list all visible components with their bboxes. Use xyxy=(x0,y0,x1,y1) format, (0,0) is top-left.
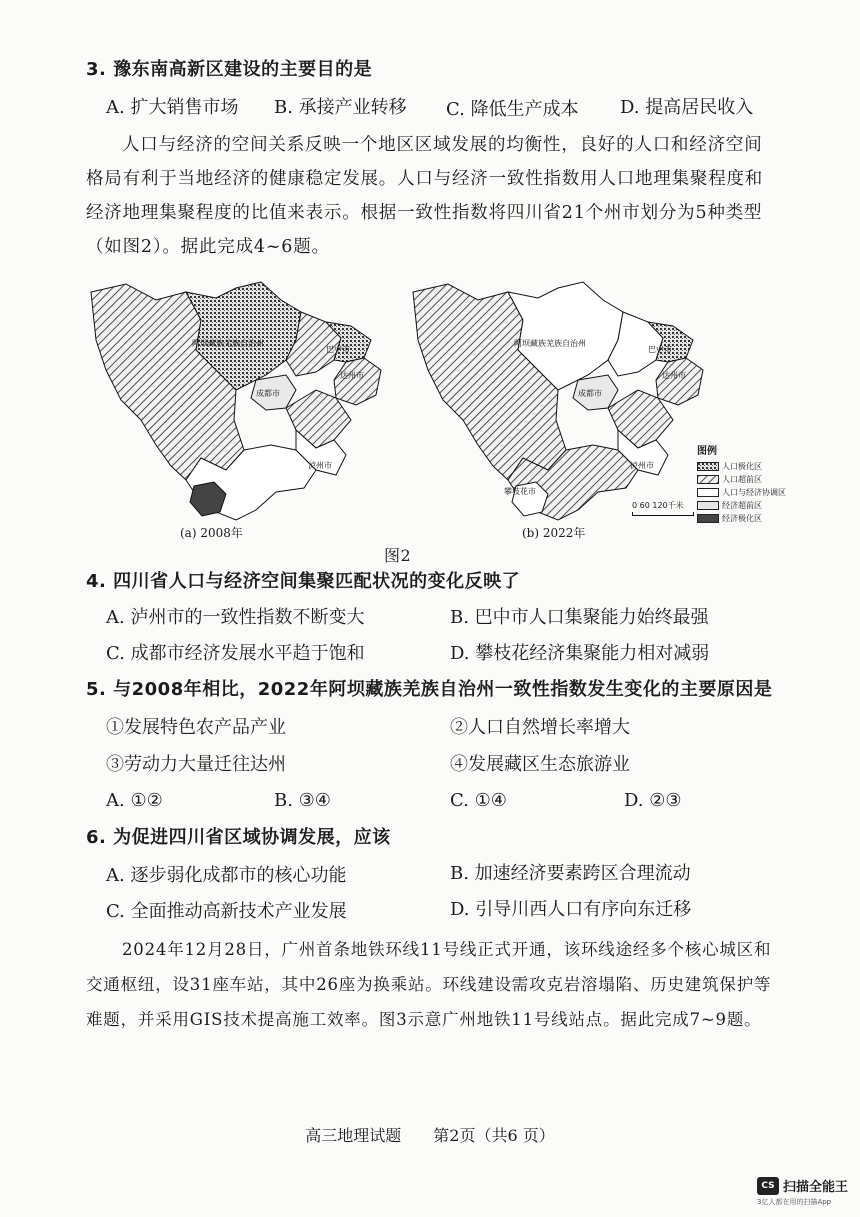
q4-option-b: B. 巴中市人口集聚能力始终最强 xyxy=(450,607,709,628)
label-chengdu-2022: 成都市 xyxy=(578,389,602,398)
scale-label: 0 60 120千米 xyxy=(632,501,684,510)
q6-option-c: C. 全面推动高新技术产业发展 xyxy=(106,901,347,922)
watermark-app-name: 扫描全能王 xyxy=(782,1180,848,1195)
label-bazhong-2022: 巴中市 xyxy=(648,345,672,354)
q4-option-c: C. 成都市经济发展水平趋于饱和 xyxy=(106,643,365,664)
legend-swatch-dark xyxy=(697,514,719,523)
q3-option-c: C. 降低生产成本 xyxy=(446,99,579,120)
q5-item-4: ④发展藏区生态旅游业 xyxy=(450,754,630,775)
q5-option-c: C. ①④ xyxy=(450,790,507,811)
label-luzhou-2008: 泸州市 xyxy=(308,461,332,470)
legend-item xyxy=(697,486,786,499)
legend-swatch-hatch xyxy=(697,475,719,484)
q5-option-d: D. ②③ xyxy=(624,790,682,811)
label-chengdu-2008: 成都市 xyxy=(256,389,280,398)
legend-item xyxy=(697,460,786,473)
scale-bar xyxy=(632,500,694,516)
q5-item-1: ①发展特色农产品产业 xyxy=(106,717,286,738)
caption-map-a: (a) 2008年 xyxy=(180,526,243,540)
label-aba-2008: 阿坝藏族羌族自治州 xyxy=(192,339,264,348)
q5-item-2: ②人口自然增长率增大 xyxy=(450,717,630,738)
label-panzhihua-2022: 攀枝花市 xyxy=(504,487,536,496)
q6-stem: 6. 为促进四川省区域协调发展，应该 xyxy=(86,827,391,848)
region-dazhou-hatched xyxy=(656,358,703,405)
q3-option-d: D. 提高居民收入 xyxy=(620,97,754,118)
legend-label: 经济超前区 xyxy=(722,501,762,510)
legend-title: 图例 xyxy=(697,446,717,457)
map-2008 xyxy=(86,280,386,540)
legend-swatch-light xyxy=(697,501,719,510)
q6-option-d: D. 引导川西人口有序向东迁移 xyxy=(450,899,692,920)
q3-option-b: B. 承接产业转移 xyxy=(274,97,407,118)
scale-line xyxy=(632,512,694,516)
legend-label: 人口极化区 xyxy=(722,462,762,471)
label-luzhou-2022: 泸州市 xyxy=(630,461,654,470)
label-dazhou-2008: 达州市 xyxy=(340,371,364,380)
q3-option-a: A. 扩大销售市场 xyxy=(106,97,239,118)
legend-label: 人口超前区 xyxy=(722,475,762,484)
legend-swatch-white xyxy=(697,488,719,497)
figure-title: 图2 xyxy=(384,546,412,565)
legend-item xyxy=(697,473,786,486)
caption-map-b: (b) 2022年 xyxy=(522,526,586,540)
legend-label: 经济极化区 xyxy=(722,514,762,523)
q4-option-d: D. 攀枝花经济集聚能力相对减弱 xyxy=(450,643,710,664)
scanner-watermark xyxy=(757,1175,848,1207)
q5-item-3: ③劳动力大量迁往达州 xyxy=(106,754,286,775)
map-legend xyxy=(697,442,786,525)
intro-paragraph-2: 2024年12月28日，广州首条地铁环线11号线正式开通，该环线途经多个核心城区和交通枢纽，设31座车站，其中26座为换乘站。环线建设需攻克岩溶塌陷、历史建筑保护等难题，并采用GIS技术提高施工效率。图3示意广州地铁11号线站点。据此完成7~9题。 xyxy=(86,940,772,1029)
q5-option-b: B. ③④ xyxy=(274,790,331,811)
q4-stem: 4. 四川省人口与经济空间集聚匹配状况的变化反映了 xyxy=(86,571,521,592)
label-aba-2022: 阿坝藏族羌族自治州 xyxy=(514,339,586,348)
label-bazhong-2008: 巴中市 xyxy=(326,345,350,354)
q6-option-b: B. 加速经济要素跨区合理流动 xyxy=(450,863,691,884)
q5-stem: 5. 与2008年相比，2022年阿坝藏族羌族自治州一致性指数发生变化的主要原因是 xyxy=(86,679,773,700)
watermark-tagline: 3亿人都在用的扫描App xyxy=(756,1198,832,1206)
q3-stem: 3. 豫东南高新区建设的主要目的是 xyxy=(86,59,373,80)
legend-item xyxy=(697,499,786,512)
legend-label: 人口与经济协调区 xyxy=(722,488,786,497)
legend-item xyxy=(697,512,786,525)
label-dazhou-2022: 达州市 xyxy=(662,371,686,380)
legend-swatch-dots xyxy=(697,462,719,471)
q6-option-a: A. 逐步弱化成都市的核心功能 xyxy=(106,865,347,886)
intro-paragraph-1: 人口与经济的空间关系反映一个地区区域发展的均衡性，良好的人口和经济空间格局有利于当地经济的健康稳定发展。人口与经济一致性指数用人口地理集聚程度和经济地理集聚程度的比值来表示。根据一致性指数将四川省21个州市划分为5种类型（如图2）。据此完成4~6题。 xyxy=(86,135,764,257)
q5-option-a: A. ①② xyxy=(106,790,163,811)
cs-logo-icon: CS xyxy=(757,1177,779,1195)
region-dazhou-hatched xyxy=(334,358,381,405)
page-footer: 高三地理试题 第2页（共6 页） xyxy=(305,1126,555,1145)
q4-option-a: A. 泸州市的一致性指数不断变大 xyxy=(106,607,365,628)
